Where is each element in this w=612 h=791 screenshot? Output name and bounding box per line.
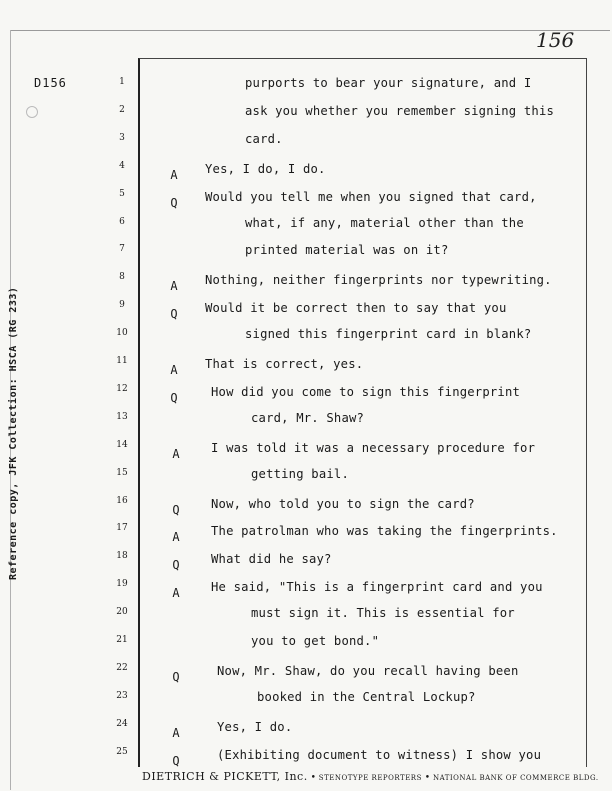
- line-number: 2: [119, 104, 125, 115]
- speaker-marker: Q: [172, 669, 180, 684]
- transcript-line: Would you tell me when you signed that card,: [205, 189, 537, 204]
- transcript-line: (Exhibiting document to witness) I show you: [217, 747, 542, 762]
- transcript-line: What did he say?: [211, 552, 332, 567]
- transcript-line: what, if any, material other than the: [245, 215, 524, 230]
- line-number: 9: [119, 300, 125, 311]
- speaker-marker: Q: [170, 307, 178, 322]
- line-number: 24: [116, 718, 128, 729]
- punch-hole-mark: [26, 106, 38, 118]
- transcript-line: booked in the Central Lockup?: [257, 689, 476, 704]
- transcript-line: must sign it. This is essential for: [251, 606, 515, 621]
- line-number: 10: [116, 328, 128, 339]
- transcript-line: signed this fingerprint card in blank?: [245, 327, 532, 342]
- transcript-line: Nothing, neither fingerprints nor typewriting.: [205, 273, 552, 288]
- footer-location: NATIONAL BANK OF COMMERCE BLDG.: [432, 774, 599, 782]
- speaker-marker: A: [170, 279, 178, 294]
- speaker-marker: A: [172, 725, 180, 740]
- transcript-line: Would it be correct then to say that you: [205, 301, 507, 316]
- line-number: 19: [116, 579, 128, 590]
- transcript-line: getting bail.: [251, 466, 349, 481]
- speaker-marker: A: [172, 530, 180, 545]
- line-number: 20: [116, 607, 128, 618]
- transcript-line: That is correct, yes.: [205, 357, 364, 371]
- transcript-line: The patrolman who was taking the fingerprints.: [211, 524, 558, 539]
- line-number: 23: [116, 690, 128, 701]
- transcript-line: ask you whether you remember signing this: [245, 103, 555, 118]
- line-number: 8: [119, 272, 125, 283]
- line-number: 14: [116, 439, 128, 450]
- speaker-marker: Q: [170, 195, 178, 210]
- speaker-marker: Q: [170, 390, 178, 405]
- line-number: 21: [116, 635, 128, 645]
- transcript-line: How did you come to sign this fingerprint: [211, 384, 521, 399]
- transcript-line: Yes, I do.: [217, 719, 293, 734]
- line-number: 1: [119, 77, 125, 87]
- line-number: 11: [116, 356, 128, 366]
- speaker-marker: Q: [172, 502, 180, 517]
- transcript-line: He said, "This is a fingerprint card and you: [211, 580, 543, 595]
- transcript-line: Now, who told you to sign the card?: [211, 496, 475, 511]
- line-number: 13: [116, 411, 128, 422]
- transcript-line: purports to bear your signature, and I: [245, 76, 532, 90]
- speaker-marker: A: [172, 446, 180, 461]
- reference-stamp: Reference copy, JFK Collection: HSCA (RG 233): [8, 286, 19, 580]
- transcript-line: card.: [245, 131, 283, 146]
- line-number: 15: [116, 467, 128, 478]
- transcript-line: printed material was on it?: [245, 243, 449, 258]
- line-number: 18: [116, 551, 128, 562]
- line-number: 4: [119, 160, 125, 171]
- speaker-marker: A: [170, 167, 178, 182]
- line-number: 25: [116, 746, 128, 757]
- speaker-marker: A: [172, 586, 180, 601]
- line-number: 5: [119, 188, 125, 199]
- transcript-line: Yes, I do, I do.: [205, 161, 326, 176]
- line-number: 6: [119, 216, 125, 227]
- footer-firm: DIETRICH & PICKETT, Inc.: [142, 770, 308, 783]
- page-edge-top: [10, 30, 610, 31]
- line-number: 16: [116, 495, 128, 506]
- speaker-marker: Q: [172, 558, 180, 573]
- transcript-line: Now, Mr. Shaw, do you recall having been: [217, 663, 519, 678]
- line-number: 12: [116, 383, 128, 394]
- handwritten-page-number: 156: [536, 28, 575, 52]
- speaker-marker: A: [170, 363, 178, 377]
- line-number: 22: [116, 662, 128, 673]
- line-number: 17: [116, 523, 128, 534]
- transcript-line: I was told it was a necessary procedure for: [211, 440, 536, 455]
- transcript-line: card, Mr. Shaw?: [251, 410, 365, 425]
- speaker-marker: Q: [172, 753, 180, 768]
- transcript-line: you to get bond.": [251, 634, 380, 648]
- page-footer: [142, 770, 602, 783]
- footer-bullet: •: [424, 773, 431, 783]
- line-number: 3: [119, 132, 125, 143]
- document-id: D156: [34, 76, 67, 90]
- line-number: 7: [119, 244, 125, 255]
- footer-bullet: •: [310, 773, 316, 783]
- footer-role: STENOTYPE REPORTERS: [318, 774, 422, 782]
